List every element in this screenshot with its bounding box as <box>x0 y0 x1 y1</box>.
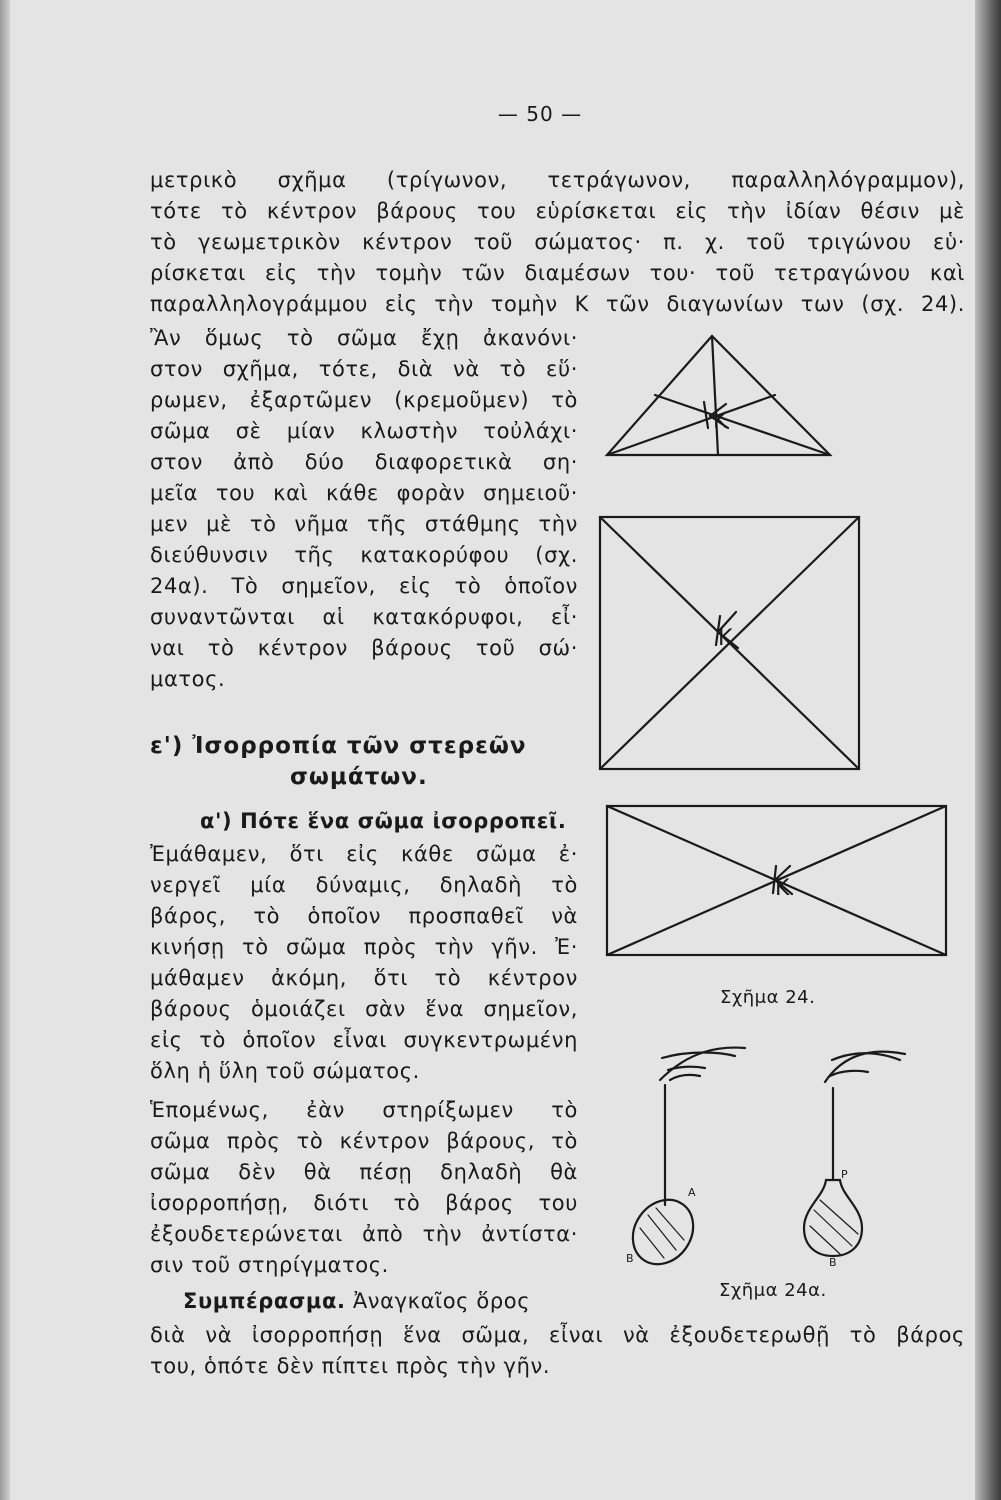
section-heading-continued: σωμάτων. <box>290 764 428 790</box>
column-paragraph-line: ματος. <box>150 667 226 691</box>
column-paragraph-line: συναντῶνται αἱ κατακόρυφοι, εἶ· <box>150 605 578 629</box>
column-paragraph-line: σῶμα πρὸς τὸ κέντρον βάρους, τὸ <box>150 1129 578 1153</box>
hanging-egg-diagram <box>621 1048 745 1276</box>
column-paragraph-line: στον σχῆμα, τότε, διὰ νὰ τὸ εὕ· <box>150 357 578 381</box>
column-paragraph-line: βάρους ὁμοιάζει σὰν ἕνα σημεῖον, <box>150 997 578 1021</box>
column-paragraph-line: βάρος, τὸ ὁποῖον προσπαθεῖ νὰ <box>150 904 578 928</box>
column-paragraph-line: ἰσορροπήσῃ, διότι τὸ βάρος του <box>150 1191 578 1215</box>
column-paragraph-line: ναι τὸ κέντρον βάρους τοῦ σώ· <box>150 636 578 660</box>
section-heading: ε') Ἰσορροπία τῶν στερεῶν <box>150 733 527 759</box>
top-paragraph-line: ρίσκεται εἰς τὴν τομὴν τῶν διαμέσων του· τοῦ τετραγώνου καὶ <box>150 261 965 285</box>
column-paragraph-line: κινήσῃ τὸ σῶμα πρὸς τὴν γῆν. Ἐ· <box>150 935 578 959</box>
conclusion-text: Ἀναγκαῖος ὅρος <box>345 1289 531 1313</box>
column-paragraph-line: σῶμα δὲν θὰ πέσῃ δηλαδὴ θὰ <box>150 1160 578 1184</box>
column-paragraph-line: νεργεῖ μία δύναμις, δηλαδὴ τὸ <box>150 873 578 897</box>
column-paragraph-line: Ἑπομένως, ἐὰν στηρίξωμεν τὸ <box>150 1098 578 1122</box>
top-paragraph-line: τότε τὸ κέντρον βάρους του εὑρίσκεται εἰς τὴν ἰδίαν θέσιν μὲ <box>150 199 965 223</box>
subsection-heading: α') Πότε ἕνα σῶμα ἰσορροπεῖ. <box>200 809 567 833</box>
column-paragraph-line: σιν τοῦ στηρίγματος. <box>150 1253 389 1277</box>
column-paragraph-line: μεῖα του καὶ κάθε φορὰν σημειοῦ· <box>150 481 578 505</box>
column-paragraph-line: σῶμα σὲ μίαν κλωστὴν τοὐλάχι· <box>150 419 578 443</box>
column-paragraph-line: μεν μὲ τὸ νῆμα τῆς στάθμης τὴν <box>150 512 578 536</box>
figure-24a-caption: Σχῆμα 24α. <box>719 1280 827 1301</box>
conclusion-line: του, ὁπότε δὲν πίπτει πρὸς τὴν γῆν. <box>150 1354 551 1378</box>
column-paragraph-line: διεύθυνσιν τῆς κατακορύφου (σχ. <box>150 543 578 567</box>
column-paragraph-line: ἐξουδετερώνεται ἀπὸ τὴν ἀντίστα· <box>150 1222 578 1246</box>
triangle-diagram <box>607 336 830 455</box>
top-paragraph-line: παραλληλογράμμου εἰς τὴν τομὴν Κ τῶν διαγωνίων των (σχ. 24). <box>150 292 965 316</box>
column-paragraph-line: 24α). Τὸ σημεῖον, εἰς τὸ ὁποῖον <box>150 574 578 598</box>
column-paragraph-line: Ἐμάθαμεν, ὅτι εἰς κάθε σῶμα ἐ· <box>150 842 578 866</box>
left-point-a-label: A <box>688 1186 696 1199</box>
conclusion-label: Συμπέρασμα. <box>183 1289 346 1313</box>
top-paragraph-line: μετρικὸ σχῆμα (τρίγωνον, τετράγωνον, παραλληλόγραμμον), <box>150 168 965 192</box>
figure-24-caption: Σχῆμα 24. <box>720 987 816 1008</box>
right-point-b-label: B <box>829 1256 837 1269</box>
column-paragraph-line: ρωμεν, ἐξαρτῶμεν (κρεμοῦμεν) τὸ <box>150 388 578 412</box>
top-paragraph-line: τὸ γεωμετρικὸν κέντρον τοῦ σώματος· π. χ. τοῦ τριγώνου εὑ· <box>150 230 965 254</box>
square-center-label: K <box>718 626 733 651</box>
column-paragraph-line: μάθαμεν ἀκόμη, ὅτι τὸ κέντρον <box>150 966 578 990</box>
right-point-p-label: P <box>841 1168 848 1181</box>
left-point-b-label: B <box>626 1252 634 1265</box>
triangle-center-label: K <box>713 409 728 434</box>
hanging-pear-diagram <box>804 1052 905 1256</box>
column-paragraph-line: εἰς τὸ ὁποῖον εἶναι συγκεντρωμένη <box>150 1028 578 1052</box>
column-paragraph-line: Ἂν ὅμως τὸ σῶμα ἔχῃ ἀκανόνι· <box>150 326 578 350</box>
rectangle-center-label: K <box>775 876 790 901</box>
column-paragraph-line: στον ἀπὸ δύο διαφορετικὰ ση· <box>150 450 578 474</box>
conclusion-line: διὰ νὰ ἰσορροπήσῃ ἕνα σῶμα, εἶναι νὰ ἐξουδετερωθῇ τὸ βάρος <box>150 1323 965 1347</box>
page-number: — 50 — <box>497 102 583 126</box>
column-paragraph-line: ὅλη ἡ ὕλη τοῦ σώματος. <box>150 1059 420 1083</box>
